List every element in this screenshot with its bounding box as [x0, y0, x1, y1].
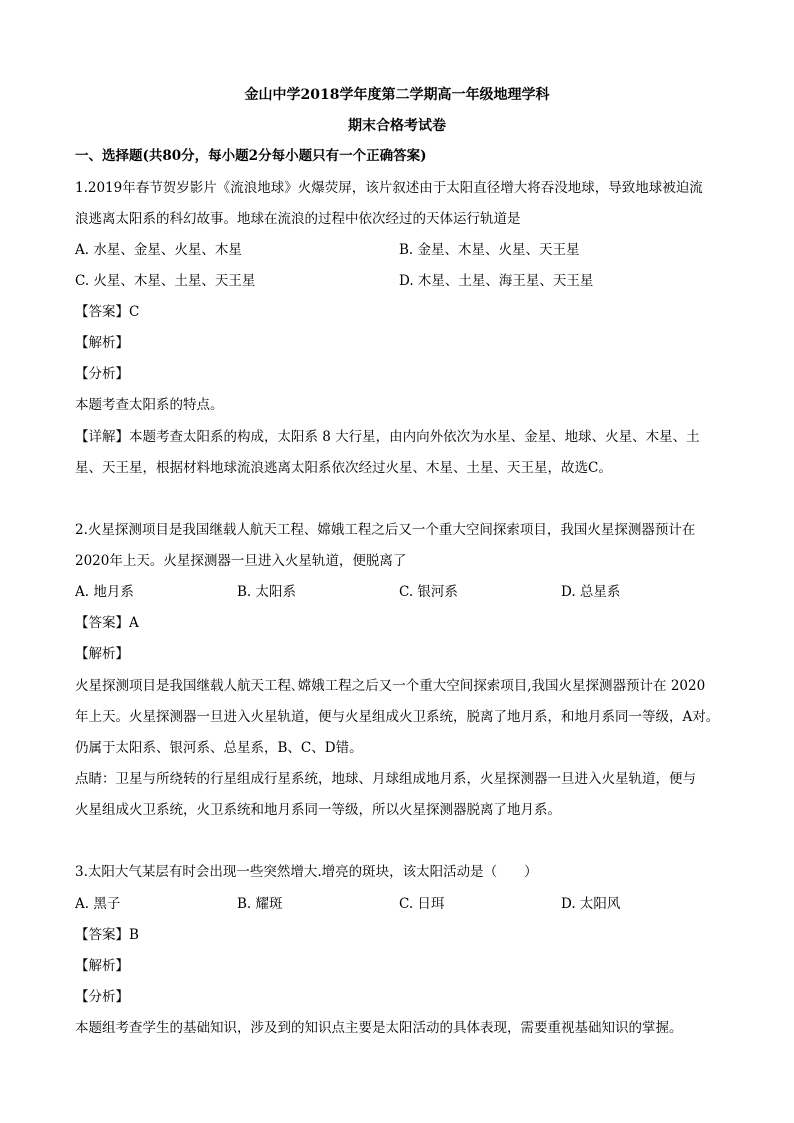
- q2-explanation-line3: 仍属于太阳系、银河系、总星系，B、C、D错。: [75, 740, 363, 756]
- exam-subtitle: 期末合格考试卷: [348, 118, 446, 134]
- q2-option-d: D. 总星系: [561, 584, 621, 600]
- q3-analysis-label: 【解析】: [75, 958, 129, 974]
- q2-note-line1: 点睛：卫星与所绕转的行星组成行星系统，地球、月球组成地月系，火星探测器一旦进入火星轨道，便与: [75, 771, 696, 787]
- q3-option-a: A. 黑子: [75, 896, 121, 912]
- q2-answer: 【答案】A: [75, 615, 139, 631]
- q3-stem-line1: 3.太阳大气某层有时会出现一些突然增大.增亮的斑块，该太阳活动是（ ）: [75, 864, 538, 880]
- q2-stem-line1: 2.火星探测项目是我国继载人航天工程、嫦娥工程之后又一个重大空间探索项目，我国火星探测器预计在: [75, 522, 696, 538]
- q2-explanation-line1: 火星探测项目是我国继载人航天工程､嫦娥工程之后又一个重大空间探索项目,我国火星探测器预计在 2020: [75, 678, 706, 694]
- q2-analysis-label: 【解析】: [75, 646, 129, 662]
- q1-option-a: A. 水星、金星、火星、木星: [75, 242, 242, 258]
- section-heading: 一、选择题(共80分，每小题2分每小题只有一个正确答案): [75, 148, 427, 164]
- q1-fenxi-text: 本题考查太阳系的特点。: [75, 397, 224, 413]
- q1-stem-line2: 浪逃离太阳系的科幻故事。地球在流浪的过程中依次经过的天体运行轨道是: [75, 211, 521, 227]
- q2-note-line2: 火星组成火卫系统，火卫系统和地月系同一等级，所以火星探测器脱离了地月系。: [75, 802, 561, 818]
- q2-option-c: C. 银河系: [399, 584, 458, 600]
- q3-answer: 【答案】B: [75, 927, 139, 943]
- q1-option-d: D. 木星、土星、海王星、天王星: [399, 273, 594, 289]
- q3-fenxi-label: 【分析】: [75, 989, 129, 1005]
- q3-option-d: D. 太阳风: [561, 896, 621, 912]
- q2-stem-line2: 2020年上天。火星探测器一旦进入火星轨道，便脱离了: [75, 553, 407, 569]
- q1-detail-line1: 【详解】本题考查太阳系的构成，太阳系 8 大行星，由内向外依次为水星、金星、地球、火星、木星、土: [75, 429, 700, 445]
- q1-analysis-label: 【解析】: [75, 335, 129, 351]
- q1-option-b: B. 金星、木星、火星、天王星: [399, 242, 580, 258]
- q1-fenxi-label: 【分析】: [75, 366, 129, 382]
- q3-fenxi-text: 本题组考查学生的基础知识，涉及到的知识点主要是太阳活动的具体表现，需要重视基础知识的掌握。: [75, 1020, 683, 1036]
- q3-option-c: C. 日珥: [399, 896, 445, 912]
- q3-option-b: B. 耀斑: [237, 896, 283, 912]
- q1-detail-line2: 星、天王星，根据材料地球流浪逃离太阳系依次经过火星、木星、土星、天王星，故选C。: [75, 460, 612, 476]
- exam-title: 金山中学2018学年度第二学期高一年级地理学科: [244, 87, 550, 103]
- q1-answer: 【答案】C: [75, 304, 140, 320]
- q2-explanation-line2: 年上天。火星探测器一旦进入火星轨道，便与火星组成火卫系统，脱离了地月系，和地月系同一等级，A对。: [75, 709, 720, 725]
- q2-option-b: B. 太阳系: [237, 584, 297, 600]
- q1-option-c: C. 火星、木星、土星、天王星: [75, 273, 256, 289]
- q2-option-a: A. 地月系: [75, 584, 134, 600]
- q1-stem-line1: 1.2019年春节贺岁影片《流浪地球》火爆荧屏，该片叙述由于太阳直径增大将吞没地球，导致地球被迫流: [75, 180, 703, 196]
